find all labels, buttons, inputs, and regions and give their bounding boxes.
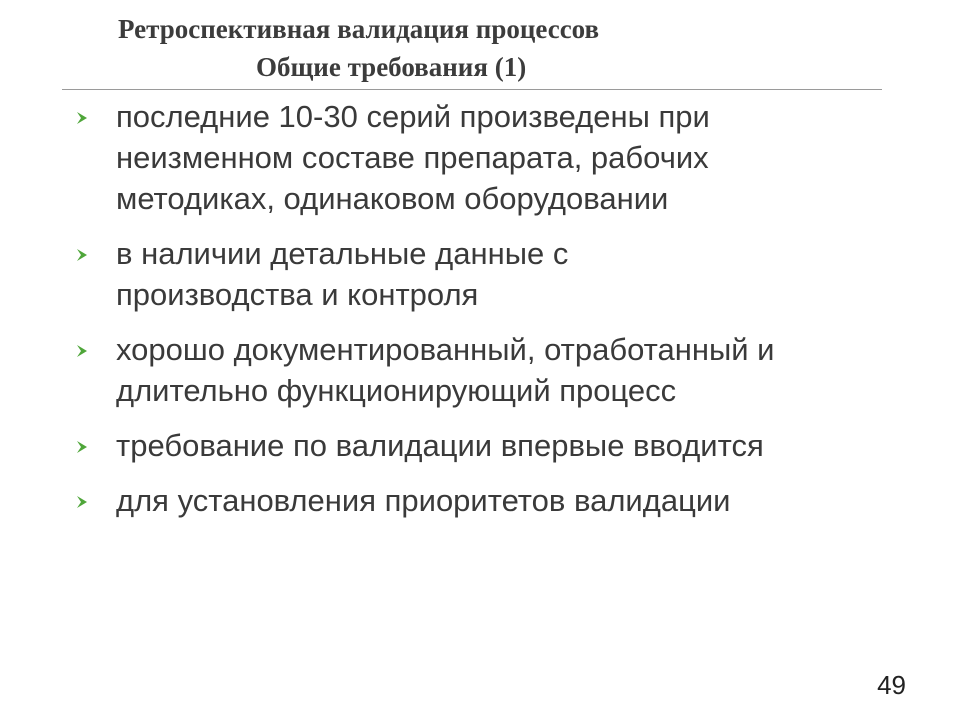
- arrowhead-bullet-icon: [74, 110, 90, 126]
- arrowhead-bullet-icon: [74, 439, 90, 455]
- bullet-text: хорошо документированный, отработанный и длительно функционирующий процесс: [116, 332, 775, 408]
- arrowhead-bullet-icon: [74, 494, 90, 510]
- title-line-2: Общие требования (1): [256, 52, 527, 82]
- bullet-item: [74, 233, 726, 315]
- bullet-list: [74, 96, 904, 535]
- bullet-item: [74, 425, 776, 466]
- bullet-text: требование по валидации впервые вводится: [116, 428, 764, 463]
- arrowhead-bullet-icon: [74, 343, 90, 359]
- bullet-item: [74, 96, 856, 219]
- arrowhead-bullet-icon: [74, 247, 90, 263]
- title-divider: [62, 89, 882, 90]
- page-number: 49: [877, 670, 906, 700]
- bullet-item: [74, 329, 926, 411]
- bullet-text: в наличии детальные данные с производства и контроля: [116, 236, 569, 312]
- bullet-text: последние 10-30 серий произведены при неизменном составе препарата, рабочих методиках, одинаковом оборудовании: [116, 99, 710, 216]
- bullet-text: для установления приоритетов валидации: [116, 483, 731, 518]
- title-line-1: Ретроспективная валидация процессов: [118, 14, 600, 44]
- bullet-item: [74, 480, 926, 521]
